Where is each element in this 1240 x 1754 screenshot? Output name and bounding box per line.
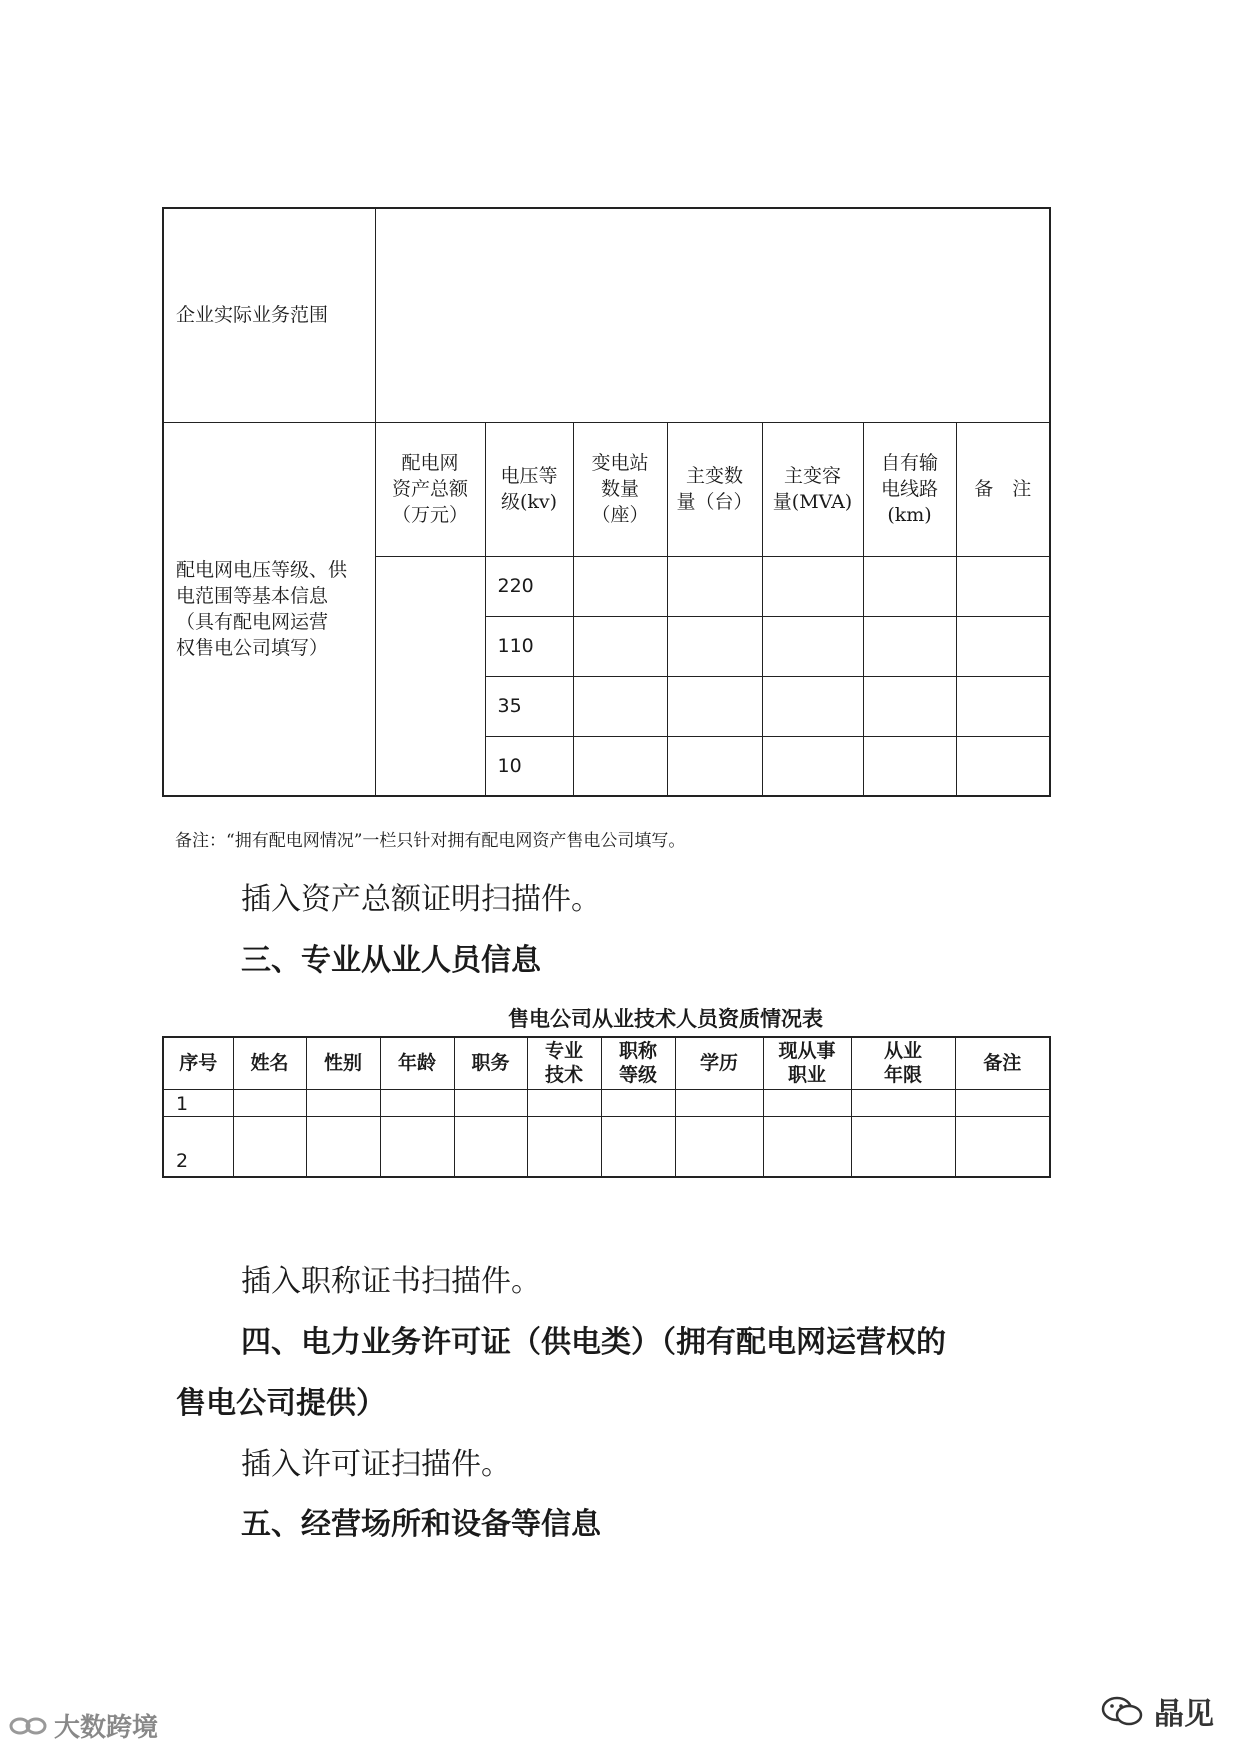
header-remarks: 备 注 xyxy=(956,422,1050,556)
watermark-right: 晶见 xyxy=(1100,1689,1214,1733)
header-years-experience: 从业 年限 xyxy=(851,1037,955,1089)
wechat-icon xyxy=(1100,1694,1144,1728)
header-substation-count: 变电站 数量 （座） xyxy=(573,422,667,556)
staff-table-title: 售电公司从业技术人员资质情况表 xyxy=(508,1006,823,1031)
voltage-110: 110 xyxy=(485,616,573,676)
header-remarks: 备注 xyxy=(955,1037,1050,1089)
table-row xyxy=(163,1089,1050,1116)
voltage-220: 220 xyxy=(485,556,573,616)
header-position: 职务 xyxy=(454,1037,527,1089)
header-transformer-capacity: 主变容 量(MVA) xyxy=(762,422,863,556)
section4-heading-line2: 售电公司提供） xyxy=(176,1386,386,1421)
para-insert-assets: 插入资产总额证明扫描件。 xyxy=(241,882,601,917)
business-scope-label: 企业实际业务范围 xyxy=(163,208,375,422)
staff-qualification-table xyxy=(162,1036,1051,1178)
header-voltage-level: 电压等 级(kv) xyxy=(485,422,573,556)
header-own-lines: 自有输 电线路 (km) xyxy=(863,422,956,556)
para-insert-title-cert: 插入职称证书扫描件。 xyxy=(241,1264,541,1299)
voltage-35: 35 xyxy=(485,676,573,736)
table-note: 备注：“拥有配电网情况”一栏只针对拥有配电网资产售电公司填写。 xyxy=(175,831,686,851)
header-current-occupation: 现从事 职业 xyxy=(763,1037,851,1089)
header-transformer-count: 主变数 量（台） xyxy=(667,422,762,556)
section5-heading: 五、经营场所和设备等信息 xyxy=(241,1507,601,1542)
section4-heading-line1: 四、电力业务许可证（供电类）（拥有配电网运营权的 xyxy=(241,1325,946,1360)
grid-info-label: 配电网电压等级、供 电范围等基本信息 （具有配电网运营 权售电公司填写） xyxy=(163,422,375,796)
business-scope-value xyxy=(375,208,1050,422)
header-age: 年龄 xyxy=(380,1037,454,1089)
distribution-grid-table xyxy=(162,207,1051,797)
row-number: 2 xyxy=(163,1116,233,1177)
row-number: 1 xyxy=(163,1089,233,1116)
header-specialty: 专业 技术 xyxy=(527,1037,601,1089)
watermark-left: 大数跨境 xyxy=(8,1707,158,1744)
asset-total-value xyxy=(375,556,485,796)
header-asset-total: 配电网 资产总额 （万元） xyxy=(375,422,485,556)
table-row xyxy=(163,1116,1050,1177)
header-gender: 性别 xyxy=(306,1037,380,1089)
section3-heading: 三、专业从业人员信息 xyxy=(241,943,541,978)
infinity-logo-icon xyxy=(8,1713,48,1739)
voltage-10: 10 xyxy=(485,736,573,796)
header-name: 姓名 xyxy=(233,1037,306,1089)
para-insert-license: 插入许可证扫描件。 xyxy=(241,1447,511,1482)
header-education: 学历 xyxy=(675,1037,763,1089)
header-index: 序号 xyxy=(163,1037,233,1089)
header-title-level: 职称 等级 xyxy=(601,1037,675,1089)
